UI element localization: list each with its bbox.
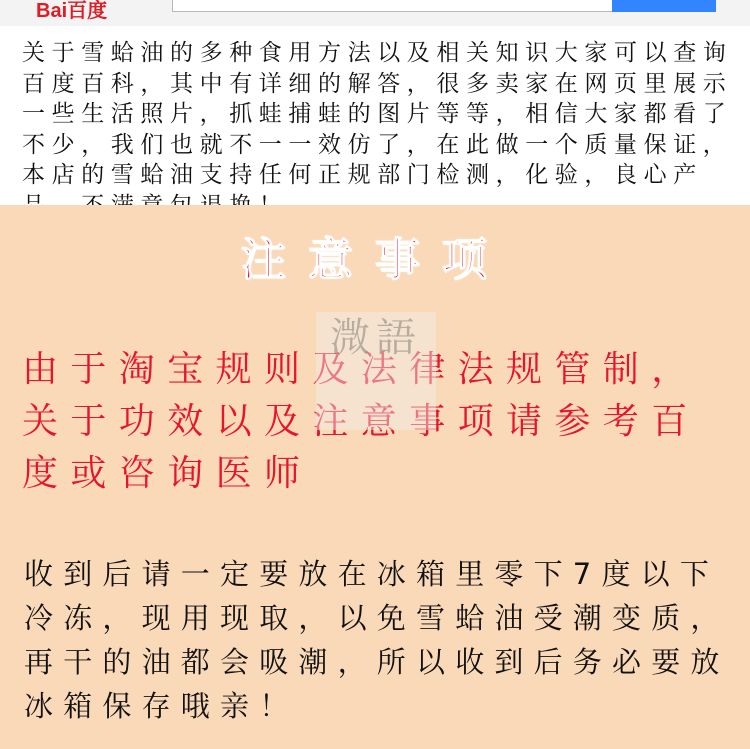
intro-paragraph: 关于雪蛤油的多种食用方法以及相关知识大家可以查询百度百科，其中有详细的解答，很多卖家在网页里展示一些生活照片，抓蛙捕蛙的图片等等，相信大家都看了不少，我们也就不一一效仿了，在此做一个质量保证，本店的雪蛤油支持任何正规部门检测，化验，良心产: [22, 40, 733, 188]
baidu-logo[interactable]: [36, 0, 107, 23]
storage-instructions: 收到后请一定要放在冰箱里零下7度以下冷冻，现用现取，以免雪蛤油受潮变质，再干的油都会吸潮，所以收到后务必要放冰箱保存哦亲！: [24, 557, 730, 723]
regulation-warning: 由于淘宝规则及法律法规管制，关于功效以及注意事项请参考百度或咨询医师: [22, 349, 700, 494]
notice-title: 注意事项: [240, 233, 509, 286]
shop-watermark: 溦語: [316, 312, 436, 430]
search-button[interactable]: [612, 0, 716, 12]
baidu-logo-text: Bai百度: [36, 0, 108, 22]
browser-search-bar: [0, 0, 750, 26]
search-input[interactable]: [172, 0, 614, 12]
